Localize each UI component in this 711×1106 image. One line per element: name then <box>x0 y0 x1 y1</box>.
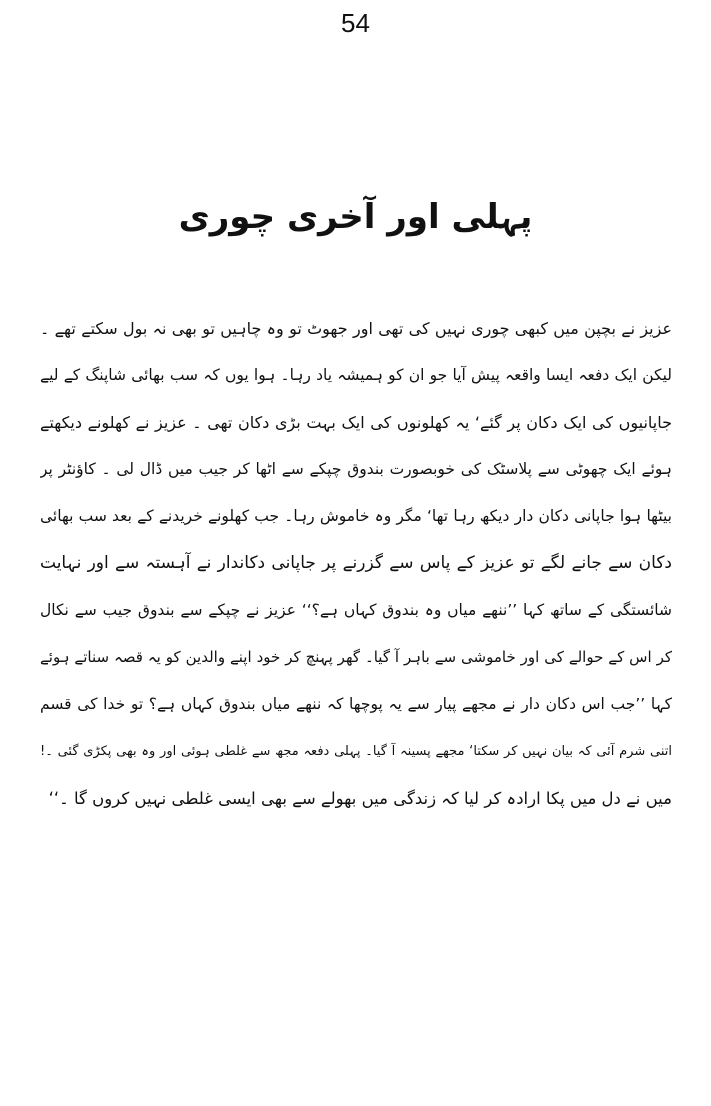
text-line: لیکن ایک دفعہ ایسا واقعہ پیش آیا جو ان کو ہمیشہ یاد رہا۔ ہوا یوں کہ سب بھائی شاپنگ کے لیے <box>40 366 672 384</box>
text-line: ہوئے ایک چھوٹی سے پلاسٹک کی خوبصورت بندوق چپکے سے اٹھا کر جیب میں ڈال لی ۔ کاؤنٹر پر <box>40 460 672 478</box>
body-text <box>40 305 672 822</box>
text-line: بیٹھا ہوا جاپانی دکان دار دیکھ رہا تھا‘ مگر وہ خاموش رہا۔ جب کھلونے خریدنے کے بعد سب بھائی <box>40 507 672 525</box>
text-line: عزیز نے بچپن میں کبھی چوری نہیں کی تھی اور جھوٹ تو وہ چاہیں تو بھی نہ بول سکتے تھے ۔ <box>40 319 672 338</box>
text-line: دکان سے جانے لگے تو عزیز کے پاس سے گزرنے پر جاپانی دکاندار نے آہستہ سے اور نہایت <box>40 553 672 573</box>
text-line: کہا ’’جب اس دکان دار نے مجھے پیار سے یہ پوچھا کہ ننھے میاں بندوق کہاں ہے؟ تو خدا کی قسم <box>40 695 672 713</box>
text-line: جاپانیوں کی ایک دکان پر گئے‘ یہ کھلونوں کی ایک بہت بڑی دکان تھی ۔ عزیز نے کھلونے دیکھتے <box>40 413 672 432</box>
chapter-title: پہلی اور آخری چوری <box>178 197 533 237</box>
text-line: اتنی شرم آئی کہ بیان نہیں کر سکتا‘ مجھے پسینہ آ گیا۔ پہلی دفعہ مجھ سے غلطی ہوئی اور وہ بھی پکڑی گئی ۔! <box>40 744 672 759</box>
text-line-last: میں نے دل میں پکا ارادہ کر لیا کہ زندگی میں بھولے سے بھی ایسی غلطی نہیں کروں گا ۔‘‘ <box>48 789 672 808</box>
text-line: کر اس کے حوالے کی اور خاموشی سے باہر آ گیا۔ گھر پہنچ کر خود اپنے والدین کو یہ قصہ سناتے ہوئے <box>40 648 672 666</box>
text-line: شائستگی کے ساتھ کہا ’’ننھے میاں وہ بندوق کہاں ہے؟‘‘ عزیز نے چپکے سے بندوق جیب سے نکال <box>40 601 672 619</box>
page-number: 54 <box>341 8 370 38</box>
